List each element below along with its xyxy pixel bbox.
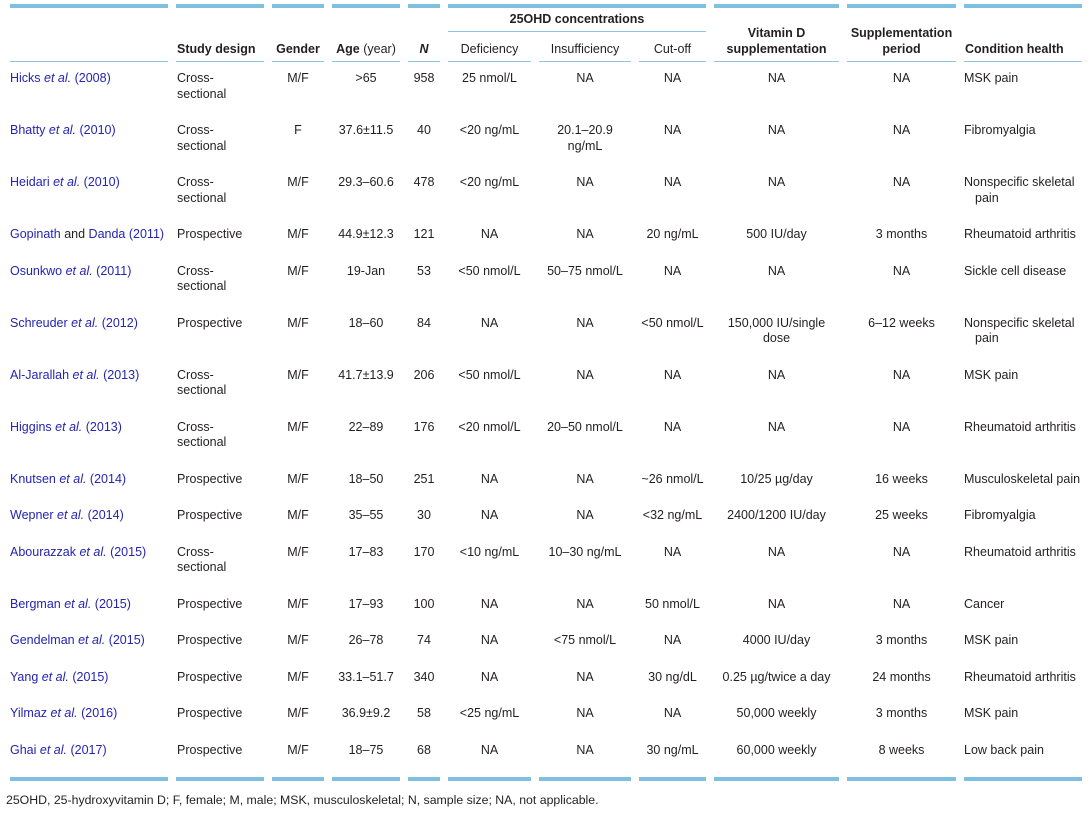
cell-design: Prospective xyxy=(177,669,243,684)
cell-deficiency: <20 nmol/L xyxy=(458,419,521,434)
cell-deficiency: NA xyxy=(480,227,499,241)
cell-design: Prospective xyxy=(177,508,243,522)
cell-cutoff: NA xyxy=(663,419,682,434)
column-header-age xyxy=(332,4,400,62)
cell-design: Cross-sectional xyxy=(177,367,227,397)
cell-design: Cross-sectional xyxy=(177,71,227,101)
cell-supplementation: 0.25 µg/twice a day xyxy=(722,669,831,684)
author-name-text: Hicks xyxy=(10,71,45,85)
cell-deficiency: <50 nmol/L xyxy=(458,367,521,382)
et-al-text: et al. xyxy=(79,544,107,559)
cell-deficiency: <25 ng/mL xyxy=(459,706,520,720)
cell-supplementation: NA xyxy=(767,71,786,85)
cell-n: 958 xyxy=(413,71,435,85)
cell-period: NA xyxy=(892,123,911,137)
cell-cutoff: <32 ng/mL xyxy=(642,508,703,522)
author-name-text: (2015) xyxy=(105,633,145,647)
cell-age: 17–93 xyxy=(348,596,384,611)
cell-design: Prospective xyxy=(177,706,243,720)
cell-period: 3 months xyxy=(875,633,928,647)
table-row xyxy=(10,697,1082,734)
cell-age: 19-Jan xyxy=(346,263,386,278)
author-name-text: (2014) xyxy=(84,508,124,522)
cell-condition: MSK pain xyxy=(964,706,1019,720)
table-row xyxy=(10,499,1082,536)
column-header-gender: Gender xyxy=(272,4,324,62)
cell-cutoff: NA xyxy=(663,544,682,559)
study-citation-link[interactable] xyxy=(10,734,168,782)
column-header-deficiency: Deficiency xyxy=(448,32,531,63)
cell-period: 24 months xyxy=(872,669,931,684)
author-name-text: Gopinath xyxy=(10,227,61,241)
cell-n: 206 xyxy=(413,367,435,382)
et-al-text: et al. xyxy=(39,742,67,757)
cell-design: Cross-sectional xyxy=(177,123,227,153)
cell-condition: MSK pain xyxy=(964,71,1019,85)
author-name-text: Bhatty xyxy=(10,123,49,137)
table-row xyxy=(10,734,1082,782)
author-name-text: Heidari xyxy=(10,175,54,189)
cell-age: 22–89 xyxy=(348,419,384,434)
cell-cutoff: 50 nmol/L xyxy=(645,596,700,611)
cell-insufficiency: 50–75 nmol/L xyxy=(547,263,623,278)
author-name-text: (2010) xyxy=(76,123,116,137)
cell-supplementation: NA xyxy=(767,544,786,559)
study-citation-link[interactable] xyxy=(10,114,168,166)
cell-deficiency: NA xyxy=(480,596,499,611)
cell-gender: M/F xyxy=(287,419,309,434)
cell-period: NA xyxy=(892,596,911,611)
cell-gender: M/F xyxy=(287,471,309,486)
cell-insufficiency: NA xyxy=(576,367,594,382)
cell-supplementation: 60,000 weekly xyxy=(714,734,839,782)
study-citation-link[interactable] xyxy=(10,62,168,114)
cell-design: Prospective xyxy=(177,471,243,486)
et-al-text: et al. xyxy=(55,419,83,434)
cell-n: 251 xyxy=(413,471,435,486)
cell-condition: Rheumatoid arthritis xyxy=(964,227,1076,241)
cell-n: 478 xyxy=(413,175,435,189)
table-row xyxy=(10,624,1082,661)
cell-period: 3 months xyxy=(875,706,928,720)
study-column-header xyxy=(10,4,168,62)
column-header-condition-health: Condition health xyxy=(964,4,1082,62)
author-name-text: (2011) xyxy=(92,263,132,278)
cell-insufficiency: NA xyxy=(576,508,594,522)
cell-period: 16 weeks xyxy=(875,471,928,486)
study-citation-link[interactable] xyxy=(10,624,168,661)
cell-gender: M/F xyxy=(287,71,309,85)
study-citation-link[interactable] xyxy=(10,499,168,536)
studies-table xyxy=(2,4,1090,781)
cell-period: NA xyxy=(892,419,911,434)
author-name-text: Al-Jarallah xyxy=(10,367,73,382)
et-al-text: et al. xyxy=(48,123,77,137)
table-row xyxy=(10,166,1082,218)
cell-age: 41.7±13.9 xyxy=(338,367,394,382)
cell-deficiency: <50 nmol/L xyxy=(458,263,521,278)
author-name-text: (2015) xyxy=(68,669,109,684)
table-row xyxy=(10,463,1082,500)
cell-supplementation: 2400/1200 IU/day xyxy=(727,508,826,522)
author-name-text: Knutsen xyxy=(10,471,60,486)
et-al-text: et al. xyxy=(59,471,87,486)
cell-period: NA xyxy=(892,71,911,85)
cell-deficiency: <20 ng/mL xyxy=(459,175,520,189)
cell-age: 36.9±9.2 xyxy=(341,706,391,720)
author-name-text: (2015) xyxy=(91,596,131,611)
cell-design: Cross-sectional xyxy=(177,175,227,205)
cell-cutoff: 30 ng/dL xyxy=(648,669,697,684)
cell-age: 33.1–51.7 xyxy=(338,669,394,684)
cell-design: Cross-sectional xyxy=(177,544,227,574)
cell-cutoff: NA xyxy=(663,263,682,278)
cell-cutoff: <50 nmol/L xyxy=(641,315,704,330)
author-name-text: Gendelman xyxy=(10,633,79,647)
et-al-text: et al. xyxy=(41,669,69,684)
cell-period: NA xyxy=(892,367,911,382)
cell-deficiency: NA xyxy=(480,633,499,647)
table-row xyxy=(10,62,1082,114)
et-al-text: et al. xyxy=(53,175,81,189)
et-al-text: et al. xyxy=(72,367,100,382)
cell-condition: Sickle cell disease xyxy=(964,263,1067,278)
cell-age: 26–78 xyxy=(348,633,384,647)
table-row xyxy=(10,536,1082,588)
study-citation-link[interactable] xyxy=(10,218,168,255)
author-name-text: Schreuder xyxy=(10,315,72,330)
cell-insufficiency: NA xyxy=(576,471,594,486)
author-name-text: (2017) xyxy=(67,742,107,757)
n-label: N xyxy=(419,41,429,56)
cell-design: Cross-sectional xyxy=(177,419,227,449)
cell-age: >65 xyxy=(355,71,377,85)
cell-deficiency: NA xyxy=(480,508,499,522)
cell-gender: M/F xyxy=(287,633,309,647)
cell-supplementation: 50,000 weekly xyxy=(736,706,817,720)
cell-cutoff: NA xyxy=(663,367,682,382)
age-unit-label: (year) xyxy=(363,41,396,56)
cell-gender: M/F xyxy=(287,669,309,684)
cell-n: 68 xyxy=(408,734,440,782)
author-name-text: Danda (2011) xyxy=(88,227,165,241)
cell-cutoff: 30 ng/mL xyxy=(639,734,706,782)
cell-deficiency: 25 nmol/L xyxy=(462,71,517,85)
cell-cutoff: NA xyxy=(663,706,682,720)
study-citation-link[interactable] xyxy=(10,307,168,359)
table-row xyxy=(10,307,1082,359)
group-header-25ohd-concentrations: 25OHD concentrations xyxy=(448,4,706,32)
author-name-text: Bergman xyxy=(10,596,65,611)
column-header-supplementation-period: Supplementation period xyxy=(847,4,956,62)
cell-n: 53 xyxy=(417,263,431,278)
cell-insufficiency: NA xyxy=(576,227,594,241)
table-footnote: 25OHD, 25-hydroxyvitamin D; F, female; M, male; MSK, musculoskeletal; N, sample size; NA, not applicable. xyxy=(6,793,599,807)
table-row xyxy=(10,588,1082,625)
study-citation-link[interactable] xyxy=(10,255,168,307)
cell-gender: M/F xyxy=(287,175,309,189)
cell-deficiency: NA xyxy=(480,315,499,330)
cell-insufficiency: 10–30 ng/mL xyxy=(548,544,622,559)
study-citation-link[interactable] xyxy=(10,661,168,698)
cell-age: 17–83 xyxy=(348,544,384,559)
cell-age: 18–50 xyxy=(348,471,384,486)
cell-supplementation: 500 IU/day xyxy=(746,227,807,241)
cell-insufficiency: NA xyxy=(539,734,631,782)
cell-supplementation: NA xyxy=(767,175,786,189)
cell-condition: Rheumatoid arthritis xyxy=(964,544,1076,559)
cell-period: 6–12 weeks xyxy=(868,315,935,330)
cell-deficiency: NA xyxy=(448,734,531,782)
et-al-text: et al. xyxy=(44,71,72,85)
et-al-text: et al. xyxy=(71,315,99,330)
cell-insufficiency: NA xyxy=(576,596,594,611)
cell-n: 100 xyxy=(413,596,435,611)
cell-age: 29.3–60.6 xyxy=(338,175,394,189)
cell-supplementation: 150,000 IU/single dose xyxy=(727,315,826,345)
author-name-text: (2013) xyxy=(99,367,140,382)
table-row xyxy=(10,359,1082,411)
cell-design: Prospective xyxy=(177,596,243,611)
cell-cutoff: NA xyxy=(663,71,682,85)
author-name-text: (2012) xyxy=(98,315,138,330)
cell-gender: M/F xyxy=(287,367,309,382)
study-citation-link[interactable] xyxy=(10,166,168,218)
et-al-text: et al. xyxy=(65,263,93,278)
cell-gender: M/F xyxy=(287,227,309,241)
cell-deficiency: NA xyxy=(480,669,499,684)
table-row xyxy=(10,661,1082,698)
cell-period: 3 months xyxy=(875,227,928,241)
cell-insufficiency: 20–50 nmol/L xyxy=(547,419,623,434)
cell-supplementation: NA xyxy=(767,596,786,611)
cell-condition: Rheumatoid arthritis xyxy=(964,669,1076,684)
table-row xyxy=(10,218,1082,255)
cell-n: 40 xyxy=(417,123,431,137)
cell-insufficiency: NA xyxy=(576,71,594,85)
table-row xyxy=(10,411,1082,463)
cell-n: 74 xyxy=(417,633,431,647)
cell-design: Prospective xyxy=(177,633,243,647)
cell-insufficiency: NA xyxy=(576,175,594,189)
et-al-text: et al. xyxy=(64,596,92,611)
cell-n: 84 xyxy=(417,315,431,330)
cell-supplementation: NA xyxy=(767,367,786,382)
cell-insufficiency: <75 nmol/L xyxy=(553,633,617,647)
cell-condition: MSK pain xyxy=(964,367,1019,382)
author-name-text: (2015) xyxy=(106,544,147,559)
column-header-study-design: Study design xyxy=(176,4,264,62)
table-row xyxy=(10,255,1082,307)
cell-deficiency: NA xyxy=(480,471,499,486)
study-citation-link[interactable] xyxy=(10,411,168,463)
cell-period: NA xyxy=(892,175,911,189)
cell-design: Prospective xyxy=(176,734,264,782)
cell-age: 37.6±11.5 xyxy=(338,123,394,137)
cell-design: Cross-sectional xyxy=(177,263,227,293)
cell-design: Prospective xyxy=(177,315,243,330)
author-name-text: Abourazzak xyxy=(10,544,80,559)
cell-age: 35–55 xyxy=(348,508,384,522)
column-header-cutoff: Cut-off xyxy=(639,32,706,63)
cell-insufficiency: 20.1–20.9 ng/mL xyxy=(557,123,613,153)
cell-cutoff: NA xyxy=(663,175,682,189)
column-header-insufficiency: Insufficiency xyxy=(539,32,631,63)
et-al-text: et al. xyxy=(57,508,85,522)
cell-gender: M/F xyxy=(287,315,309,330)
cell-cutoff: NA xyxy=(663,633,682,647)
cell-n: 340 xyxy=(413,669,435,684)
cell-condition: Musculoskeletal pain xyxy=(964,471,1081,486)
table-row xyxy=(10,114,1082,166)
cell-n: 58 xyxy=(417,706,431,720)
cell-gender: M/F xyxy=(272,734,324,782)
cell-gender: M/F xyxy=(287,263,309,278)
study-citation-link[interactable] xyxy=(10,359,168,411)
cell-insufficiency: NA xyxy=(576,315,594,330)
author-name-text: Yilmaz xyxy=(10,706,51,720)
study-citation-link[interactable] xyxy=(10,536,168,588)
study-citation-link[interactable] xyxy=(10,588,168,625)
cell-n: 30 xyxy=(417,508,431,522)
cell-gender: M/F xyxy=(287,544,309,559)
et-al-text: et al. xyxy=(78,633,106,647)
author-name-text: (2016) xyxy=(77,706,118,720)
cell-gender: F xyxy=(294,123,302,137)
cell-design: Prospective xyxy=(177,227,243,241)
cell-condition: Cancer xyxy=(964,596,1005,611)
cell-age: 18–75 xyxy=(332,734,400,782)
author-name-text: (2014) xyxy=(86,471,127,486)
author-name-text: Wepner xyxy=(10,508,58,522)
cell-period: 8 weeks xyxy=(847,734,956,782)
table-body xyxy=(10,62,1082,781)
column-header-vitamin-d-supplementation: Vitamin D supplementation xyxy=(714,4,839,62)
column-header-n xyxy=(408,4,440,62)
cell-deficiency: <10 ng/mL xyxy=(459,544,520,559)
author-name-text: Ghai xyxy=(10,742,40,757)
et-al-text: et al. xyxy=(50,706,78,720)
table-header xyxy=(10,4,1082,62)
author-name-text: Osunkwo xyxy=(10,263,66,278)
author-name-text: (2010) xyxy=(80,175,120,189)
cell-n: 121 xyxy=(413,227,435,241)
cell-n: 176 xyxy=(413,419,435,434)
cell-insufficiency: NA xyxy=(576,706,594,720)
cell-period: NA xyxy=(892,263,911,278)
cell-period: 25 weeks xyxy=(875,508,928,522)
cell-condition: Rheumatoid arthritis xyxy=(964,419,1076,434)
cell-supplementation: 4000 IU/day xyxy=(742,633,811,647)
cell-age: 18–60 xyxy=(348,315,384,330)
author-name-text: Yang xyxy=(10,669,42,684)
author-name-text: Higgins xyxy=(10,419,56,434)
cell-condition: Fibromyalgia xyxy=(964,508,1036,522)
cell-age: 44.9±12.3 xyxy=(338,227,394,241)
author-name-text: (2008) xyxy=(71,71,111,85)
cell-gender: M/F xyxy=(287,508,309,522)
cell-supplementation: NA xyxy=(767,123,786,137)
cell-condition: Nonspecific skeletal pain xyxy=(964,315,1075,345)
study-citation-link[interactable] xyxy=(10,463,168,500)
cell-gender: M/F xyxy=(287,596,309,611)
connector-text: and xyxy=(60,227,89,241)
cell-gender: M/F xyxy=(287,706,309,720)
cell-deficiency: <20 ng/mL xyxy=(459,123,520,137)
cell-cutoff: ~26 nmol/L xyxy=(641,471,704,486)
cell-condition: Low back pain xyxy=(964,734,1082,782)
cell-condition: Nonspecific skeletal pain xyxy=(964,175,1075,205)
study-citation-link[interactable] xyxy=(10,697,168,734)
cell-cutoff: 20 ng/mL xyxy=(646,227,699,241)
cell-supplementation: NA xyxy=(767,419,786,434)
age-label: Age xyxy=(336,41,360,56)
cell-period: NA xyxy=(892,544,911,559)
cell-supplementation: 10/25 µg/day xyxy=(740,471,813,486)
author-name-text: (2013) xyxy=(82,419,122,434)
cell-cutoff: NA xyxy=(663,123,682,137)
cell-insufficiency: NA xyxy=(576,669,594,684)
cell-n: 170 xyxy=(413,544,435,559)
cell-condition: MSK pain xyxy=(964,633,1019,647)
cell-supplementation: NA xyxy=(767,263,786,278)
cell-condition: Fibromyalgia xyxy=(964,123,1036,137)
